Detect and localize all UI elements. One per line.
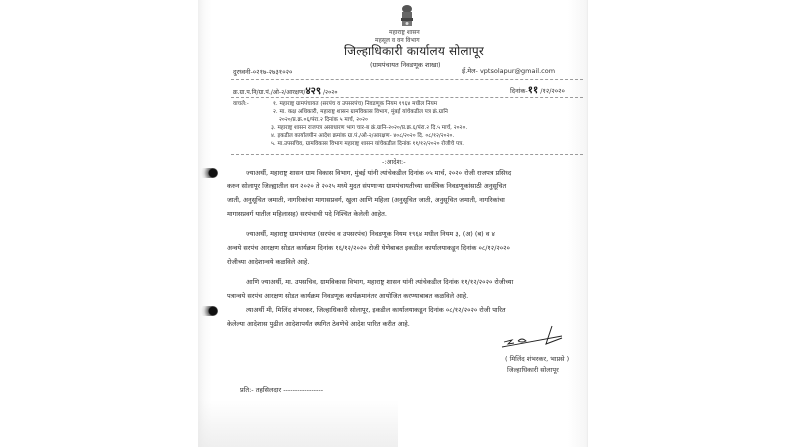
order-line: पत्रान्वये सरपंच आरक्षण सोडत कार्यक्रम निवडणूक कार्यक्रमानंतर आयोजित करण्याबाबत कळविले आहे. (227, 292, 469, 300)
reference-item: २०२०/प्र.क्र.०६/पंरा.२ दिनांक ५ मार्च, २०२० (279, 117, 368, 123)
date-suffix: /१२/२०२० (540, 87, 565, 95)
date-handwritten-day: ११ (527, 85, 539, 96)
phone-number: दुरध्वनी-०२१७-२७३१०२० (233, 68, 293, 76)
order-line: जाती, अनुसूचित जमाती, नागरिकांचा मागासप्रवर्ग, खुला आणि महिला (अनुसूचित जाती, अनुसूचित जमाती, नागरिकांचा (227, 196, 505, 204)
reference-item: २. मा. कक्ष अधिकारी, महाराष्ट्र शासन ग्रामविकास विभाग, मुंबई यांचेकडील पत्र क्रं.ग्रानि (273, 109, 448, 115)
signatory-designation: जिल्हाधिकारी सोलापूर (507, 366, 559, 374)
references-label: वाचले:- (233, 101, 249, 107)
reference-suffix: /२०२० (323, 89, 338, 96)
order-title: -:आदेश:- (382, 158, 406, 166)
order-line: ज्याअर्थी, महाराष्ट्र शासन ग्राम विकास विभाग, मुंबई यांनी त्यांचेकडील दिनांक ०५ मार्च, २०२० रोजी राजपत्र प्रसिध्द (246, 169, 512, 177)
date-label: दिनांक- (510, 87, 528, 95)
punch-hole-icon (198, 168, 218, 178)
reference-number (233, 87, 338, 97)
reference-item: ३. महाराष्ट्र शासन राजपत्र असाधारण भाग चार-ब क्रं.ग्रानि-२०२०/प्र.क्र.६/पंरा.२ दि.५ मार्च, २०२०. (271, 125, 468, 131)
order-line: करुन सोलापूर जिल्ह्यातील सन २०२० ते २०२५ मध्ये मुदत संपणाऱ्या ग्रामपंचायतीच्या सार्वत्रिक निवडणूकांसाठी अनुसूचित (227, 182, 507, 190)
government-name: महाराष्ट्र शासन (389, 29, 420, 36)
divider (231, 97, 583, 98)
reference-date (510, 86, 565, 96)
department-name: महसूल व वन विभाग (375, 37, 420, 44)
order-line: त्याअर्थी मी, मिलिंद शंभरकर, जिल्हाधिकारी सोलापूर, इकडील कार्यालयाकडून दिनांक ०८/१२/२०२० रोजी पारित (246, 306, 506, 314)
email-address: ई.मेल- vptsolapur@gmail.com (462, 67, 556, 75)
signatory-name: ( मिलिंद शंभरकर, भाप्रसे ) (505, 355, 570, 363)
reference-prefix: क्र.ग्रा.प.नि/ग्रा.पं./ओ-२/आरक्षण/ (233, 89, 306, 96)
copy-to: प्रति:- तहसिलदार ----------------- (240, 386, 324, 394)
order-line: केलेल्या आदेशास पुढील आदेशापर्यंत स्थगित ठेवणेचे आदेश पारित करीत आहे. (227, 320, 410, 328)
reference-item: ५. मा.उपसचिव, ग्रामविकास विभाग महाराष्ट्र शासन यांचेकडील दिनांक ११/१२/२०२० रोजीचे पत्र. (271, 141, 464, 147)
state-emblem-icon (398, 4, 416, 28)
punch-hole-icon (198, 306, 218, 316)
divider (231, 79, 583, 80)
order-line: मागासप्रवर्ग यातील महिलासह) सरपंचाची पदे निश्चित केलेली आहेत. (227, 210, 387, 218)
order-line: ज्याअर्थी, महाराष्ट्र ग्रामपंचायत (सरपंच व उपसरपंच) निवडणूक नियम १९६४ मधील नियम ३, (अ) (ब) व ४ (246, 230, 495, 238)
order-line: आणि ज्याअर्थी, मा. उपसचिव, ग्रामविकास विभाग, महाराष्ट्र शासन यांनी त्यांचेकडील दिनांक ११/१२/२०२० रोजीच्या (246, 278, 514, 286)
scan-shadow (198, 400, 398, 447)
reference-item: १. महाराष्ट्र ग्रामपंचायत (सरपंच व उपसरपंच) निवडणूक नियम १९६४ मधील नियम (273, 101, 438, 107)
branch-name: (ग्रामपंचायत निवडणूक शाखा) (370, 61, 441, 69)
office-title: जिल्हाधिकारी कार्यालय सोलापूर (344, 44, 484, 58)
reference-item: ४. इकडील कार्यालयीन आदेश क्रमांक ग्रा.पं./ओ-२/आरक्षण- ४०८/२०२० दि. ०८/१२/२०२०. (271, 133, 455, 139)
reference-handwritten-number: ४२९ (305, 86, 322, 97)
handwritten-signature-icon (500, 324, 580, 348)
divider (231, 154, 583, 155)
order-line: रोजीच्या आदेशान्वये कळविले आहे. (227, 258, 310, 266)
order-line: अन्वये सरपंच आरक्षण सोडत कार्यक्रम दिनांक १६/१२/२०२० रोजी घेणेबाबत इकडील कार्यालयाकडून दिनांक ०८/१२/२०२० (227, 244, 510, 252)
